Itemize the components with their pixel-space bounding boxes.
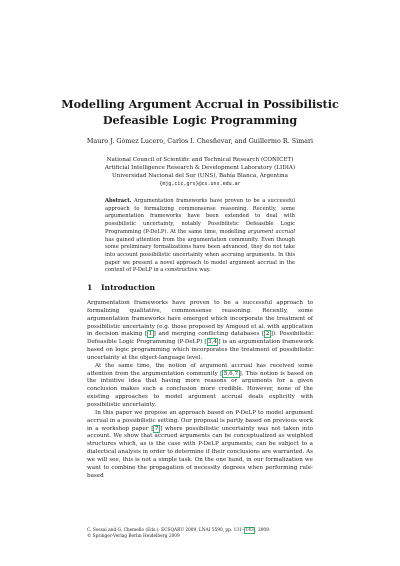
introduction-body: [87, 300, 313, 480]
abstract-text-2: has gained attention from the argumentation community. Even though some preliminary formalizations have been advanced, they do not take into account possibilistic uncertainty when accruing arguments. In this paper we present a novel approach to model argument accrual in the context of P-DeLP in a constructive way.: [105, 236, 295, 274]
affiliation-line-2: Artificial Intelligence Research & Development Laboratory (LIDIA): [104, 165, 296, 171]
footer-page-link[interactable]: 143: [245, 528, 254, 533]
author-email: {mjg,cic,grs}@cs.uns.edu.ar: [159, 181, 241, 187]
section-number: 1: [87, 283, 93, 292]
author-list: Mauro J. Gómez Lucero, Carlos I. Chesñevar, and Guillermo R. Simari: [86, 137, 314, 145]
paragraph-3-text-a: In this paper we propose an approach based on P-DeLP to model argument accrual in a possibilistic setting. Our proposal is partly based on previous work in a workshop paper: [87, 409, 313, 432]
section-title: Introduction: [101, 283, 156, 292]
title-line-2: Defeasible Logic Programming: [102, 113, 298, 127]
abstract-italic-term: argument accrual: [247, 228, 295, 235]
paper-title: [60, 96, 340, 128]
paragraph-2: At the same time, the notion of argument accrual has received some attention from the argumentation community [ 5,6,7 ]. This notion is based on the intuitive idea that having more reasons or arguments for a given conclusion makes such a conclusion more credible. However, none of the existing approaches to model argument accrual deals explicitly with possibilistic uncertainty.: [87, 362, 314, 408]
paragraph-1-text-a: Argumentation frameworks have proven to be a successful approach to formalizing qualitative, commonsense reasoning. Recently, some argumentation frameworks have emerged which incorporate the treatment of possibilistic uncertainty (e.g. those proposed by Amgoud et al. with application in decision making: [87, 300, 313, 338]
paragraph-3-text-b: where possibilistic uncertainty was not taken into account. We show that accrued arguments can be conceptualized as weighted structures which, as is the case with P-DeLP arguments, can be subject to a dialectical analysis in order to determine if their conclusions are warranted. As we will see, this is not a simple task. On the one hand, in our formalization we want to combine the propagation of necessity degrees when performing rule-based: [87, 425, 313, 479]
abstract-label: Abstract.: [105, 198, 132, 204]
affiliation-line-3: Universidad Nacional del Sur (UNS), Bahía Blanca, Argentina: [112, 173, 288, 179]
publication-footer: [87, 528, 327, 540]
citation-link[interactable]: 2: [265, 331, 270, 338]
paragraph-1: Argumentation frameworks have proven to be a successful approach to formalizing qualitative, commonsense reasoning. Recently, some argumentation frameworks have emerged which incorporate the treatment of possibilistic uncertainty (e.g. those proposed by Amgoud et al. with application in decision making [ 1 ] and merging conflicting databases [ 2 ]). Possibilistic Defeasible Logic Programming (P-DeLP) [ 3,4 ] is an argumentation framework based on logic programming which incorporates the treatment of possibilistic uncertainty at the object-language level.: [87, 300, 314, 361]
paragraph-2-text-a: At the same time, the notion of argument accrual has received some attention from the argumentation community: [87, 362, 313, 377]
citation-link[interactable]: 3,4: [208, 339, 217, 346]
footer-line-2: © Springer-Verlag Berlin Heidelberg 2009: [87, 534, 180, 539]
footer-text-a: C. Sossai and G. Chemello (Eds.): ECSQARU 2009, LNAI 5590, pp. 131–: [87, 528, 245, 533]
section-heading: [87, 283, 155, 292]
footer-text-b: , 2009.: [255, 528, 271, 533]
paragraph-2-text-b: . This notion is based on the intuitive idea that having more reasons or arguments for a given conclusion makes such a conclusion more credible. However, none of the existing approaches to model argument accrual deals explicitly with possibilistic uncertainty.: [87, 370, 314, 408]
title-line-1: Modelling Argument Accrual in Possibilistic: [61, 97, 339, 111]
paragraph-1-text-c: ). Possibilistic Defeasible Logic Programming (P-DeLP): [87, 331, 313, 346]
paragraph-3: In this paper we propose an approach based on P-DeLP to model argument accrual in a possibilistic setting. Our proposal is partly based on previous work in a workshop paper [ 7 ] where possibilistic uncertainty was not taken into account. We show that accrued arguments can be conceptualized as weighted structures which, as is the case with P-DeLP arguments, can be subject to a dialectical analysis in order to determine if their conclusions are warranted. As we will see, this is not a simple task. On the one hand, in our formalization we want to combine the propagation of necessity degrees when performing rule-based: [87, 409, 313, 479]
citation-link[interactable]: 1: [148, 331, 153, 338]
paragraph-1-text-b: and merging conflicting databases: [155, 331, 262, 338]
abstract: [105, 198, 295, 275]
affiliation-block: [50, 156, 350, 188]
abstract-text-1: Argumentation frameworks have proven to be a successful approach to formalizing commonsense reasoning. Recently, some argumentation frameworks have been extended to deal with possibilistic uncertainty, notably Possibilistic Defeasible Logic Programming (P-DeLP). At the same time, modelling: [105, 198, 295, 235]
citation-link[interactable]: 5,6,7: [223, 370, 239, 377]
affiliation-line-1: National Council of Scientific and Technical Research (CONICET): [106, 157, 294, 163]
paragraph-1-text-d: is an argumentation framework based on logic programming which incorporates the treatment of possibilistic uncertainty at the object-language level.: [87, 339, 314, 361]
citation-link[interactable]: 7: [154, 425, 159, 432]
